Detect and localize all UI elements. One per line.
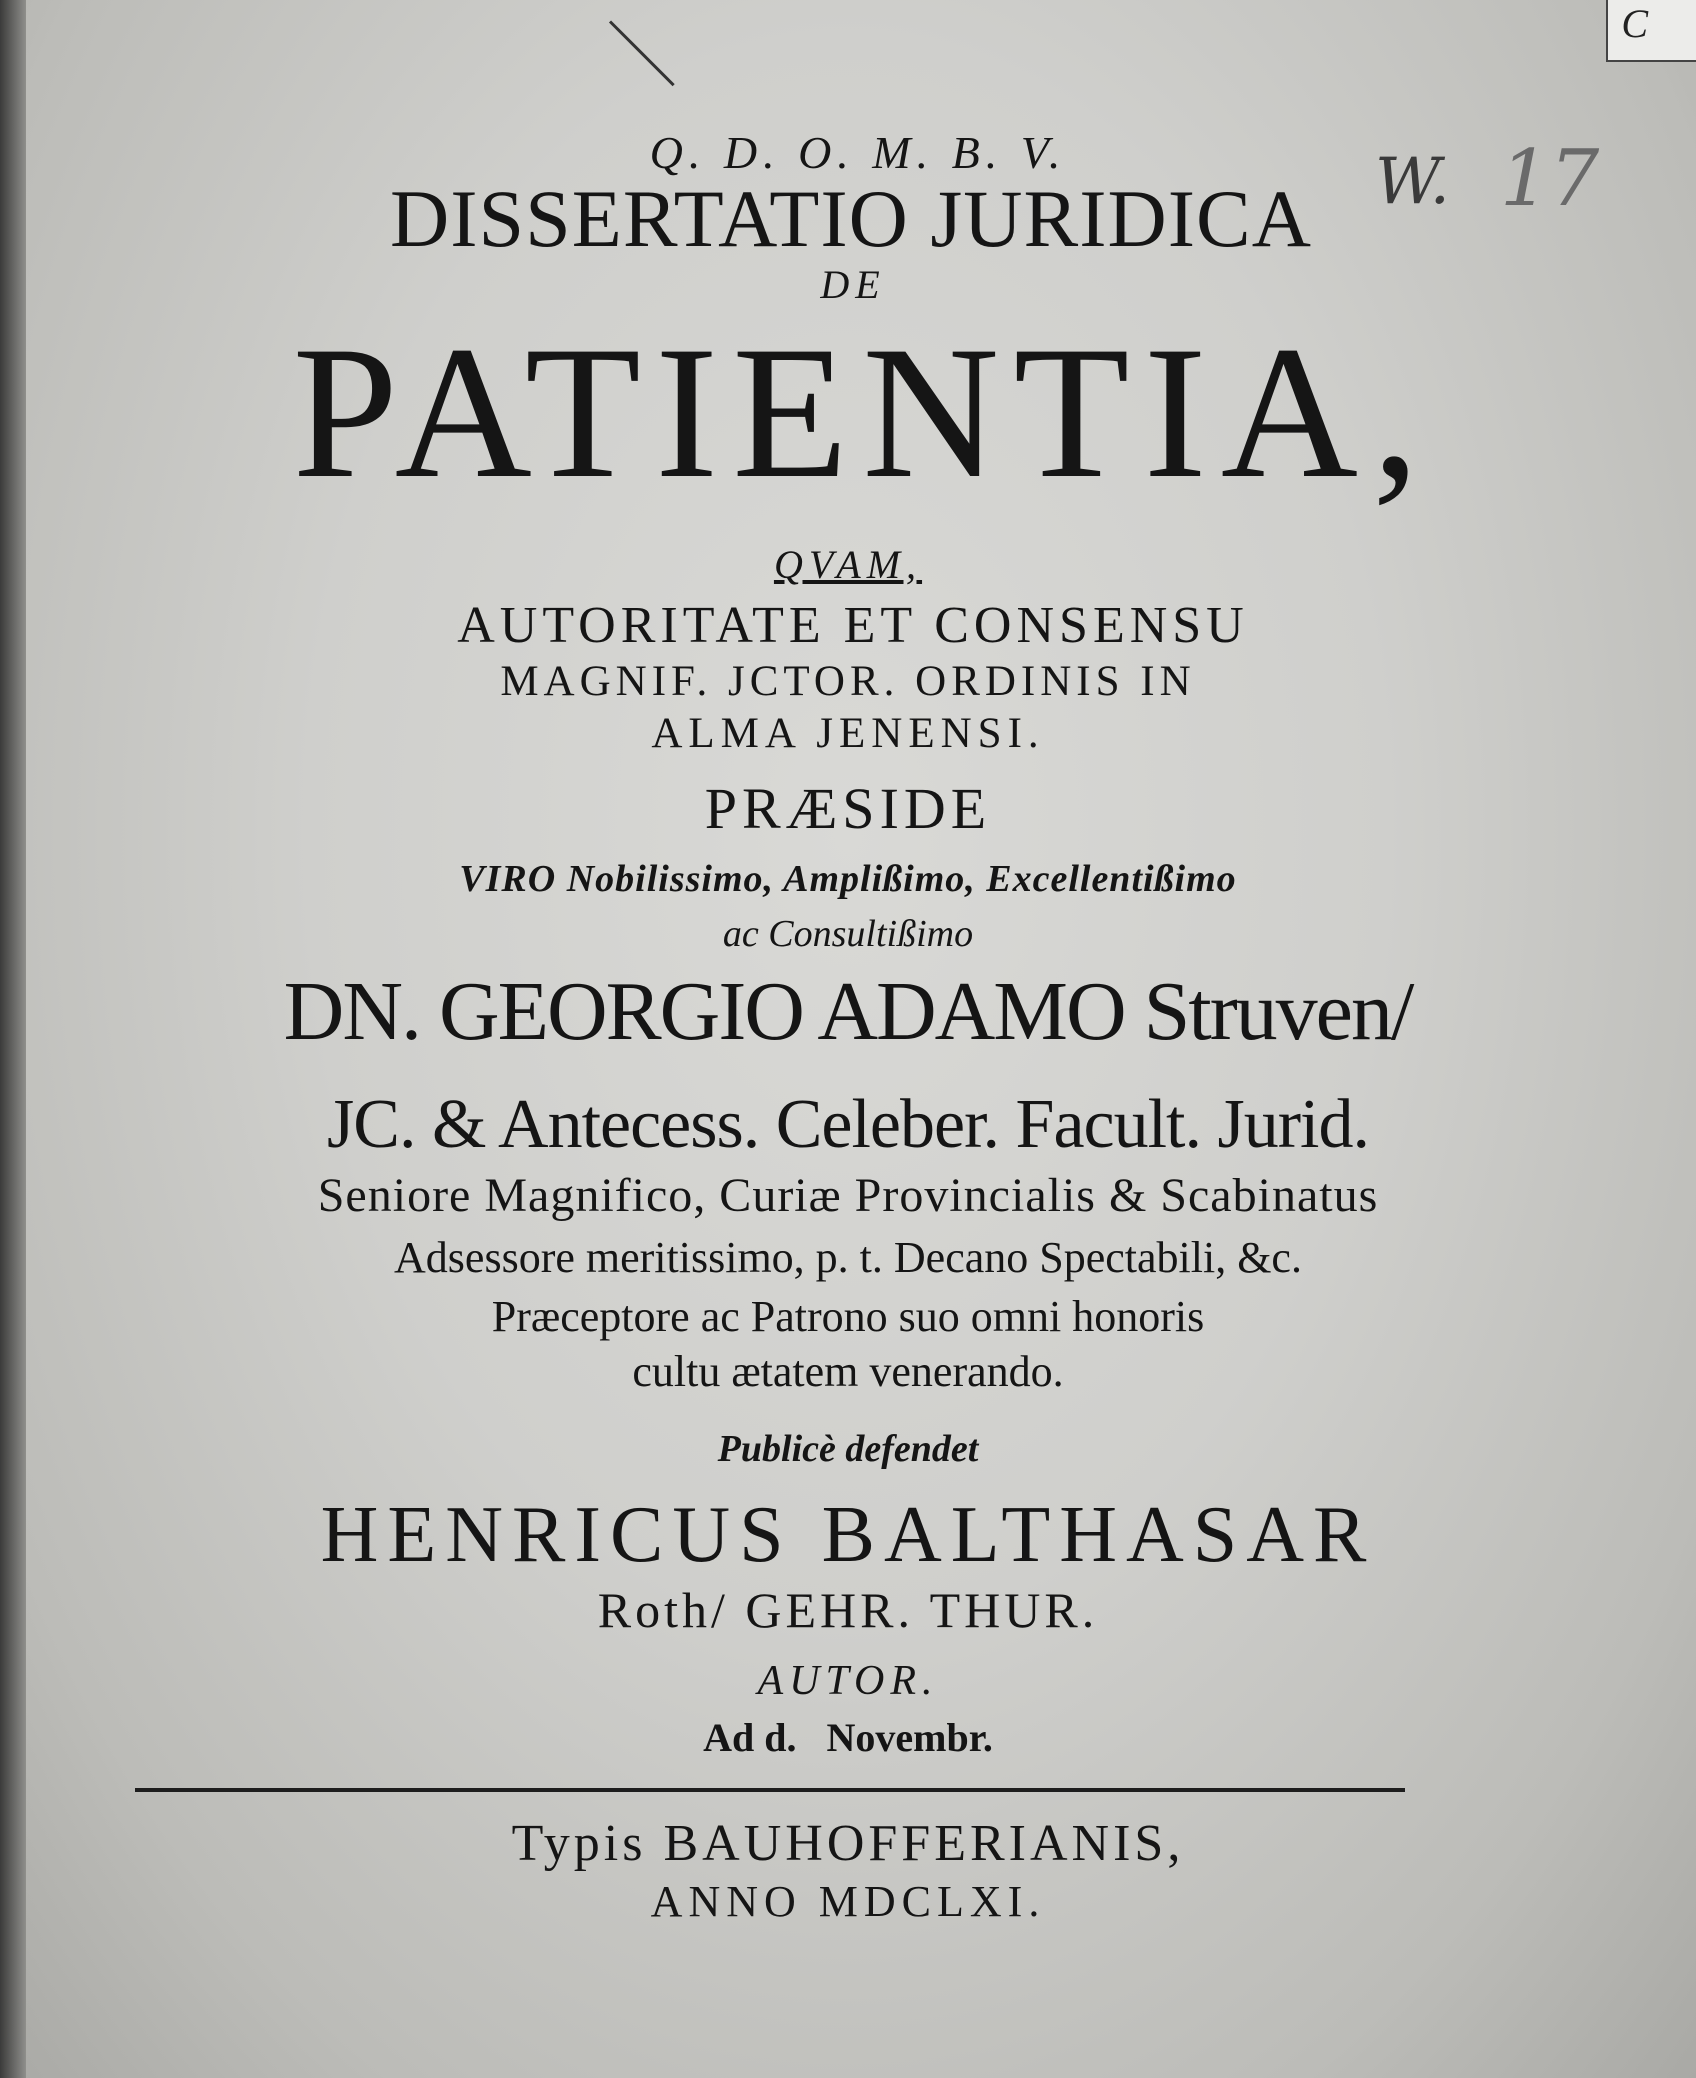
printer-line: Typis BAUHOFFERIANIS, bbox=[511, 1815, 1185, 1872]
title-line-1: DISSERTATIO JURIDICA bbox=[390, 173, 1312, 264]
authority-line-3: ALMA JENENSI. bbox=[651, 710, 1045, 757]
author-origin: Roth/ GEHR. THUR. bbox=[597, 1582, 1099, 1638]
presider-name: DN. GEORGIO ADAMO Struven/ bbox=[283, 965, 1413, 1058]
authority-line-1: AUTORITATE ET CONSENSU bbox=[457, 597, 1249, 654]
defendet: Publicè defendet bbox=[717, 1428, 979, 1470]
divider-rule bbox=[135, 1788, 1405, 1792]
viro-line-2: ac Consultißimo bbox=[722, 913, 974, 955]
viro-line-1: VIRO Nobilissimo, Amplißimo, Excellentißimo bbox=[459, 858, 1237, 900]
date-line: Ad d. Novembr. bbox=[703, 1715, 993, 1760]
author-name: HENRICUS BALTHASAR bbox=[320, 1491, 1376, 1579]
presider-desc-2: Adsessore meritissimo, p. t. Decano Spectabili, &c. bbox=[394, 1233, 1302, 1282]
presider-desc-4: cultu ætatem venerando. bbox=[632, 1347, 1064, 1396]
scratch-mark bbox=[609, 20, 675, 86]
invocation: Q. D. O. M. B. V. bbox=[649, 127, 1067, 178]
corner-mark: C bbox=[1621, 1, 1648, 46]
shelf-mark-1: W. bbox=[1375, 145, 1450, 219]
praeside: PRÆSIDE bbox=[704, 776, 992, 841]
year-line: ANNO MDCLXI. bbox=[650, 1877, 1046, 1926]
presider-title: JC. & Antecess. Celeber. Facult. Jurid. bbox=[327, 1086, 1369, 1163]
autor: AUTOR. bbox=[757, 1658, 939, 1704]
presider-desc-3: Præceptore ac Patrono suo omni honoris bbox=[491, 1292, 1205, 1341]
quam: QVAM, bbox=[773, 542, 923, 587]
main-title: PATIENTIA, bbox=[292, 308, 1434, 518]
authority-line-2: MAGNIF. JCTOR. ORDINIS IN bbox=[500, 658, 1196, 705]
shelf-mark-2: 17 bbox=[1500, 134, 1600, 224]
title-line-2: DE bbox=[820, 262, 886, 307]
presider-desc-1: Seniore Magnifico, Curiæ Provincialis & Scabinatus bbox=[317, 1169, 1379, 1222]
corner-label-tab bbox=[1606, 0, 1696, 62]
